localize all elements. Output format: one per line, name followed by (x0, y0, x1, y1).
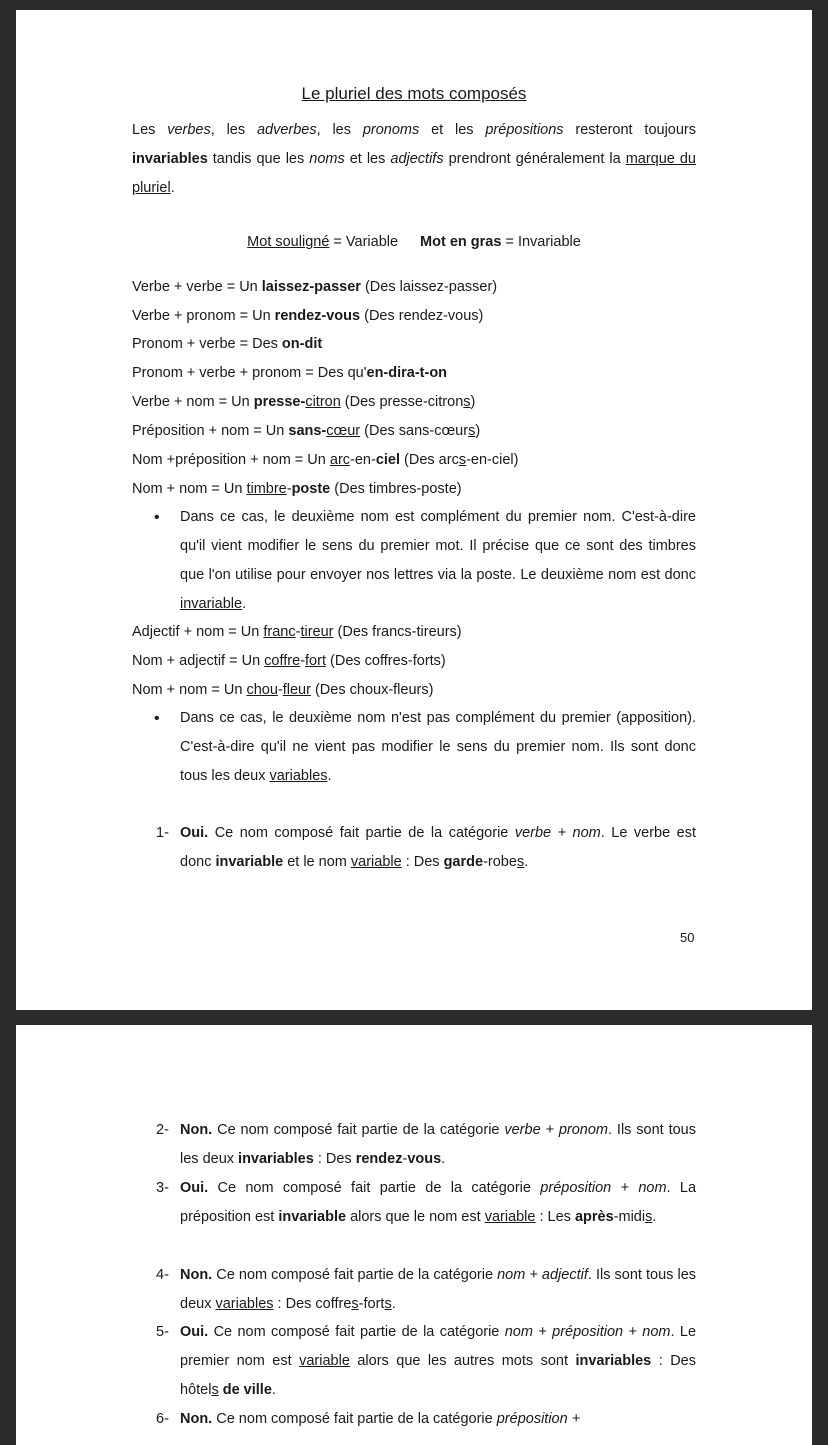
text-segment: s (468, 423, 476, 439)
text-segment: -midi (613, 1209, 646, 1225)
text-segment: sans- (288, 423, 327, 439)
text-segment: alors que le nom est (346, 1209, 485, 1225)
text-segment: - (286, 481, 292, 497)
text-segment: . La préposition est (180, 1180, 697, 1225)
text-segment: verbe + nom (514, 825, 601, 841)
text-segment: garde (443, 854, 484, 870)
text-segment: préposition + nom (540, 1180, 667, 1196)
text-segment: variable (299, 1353, 350, 1369)
text-segment: Nom +préposition + nom = Un (132, 452, 330, 468)
text-segment: (Des laissez-passer) (360, 279, 498, 295)
text-segment: s (384, 1296, 392, 1312)
text-segment: pronoms (362, 122, 420, 138)
rule-line (132, 475, 712, 504)
text-segment: prépositions (485, 122, 564, 138)
answer-number: 6- (156, 1411, 169, 1427)
text-segment: et les (344, 151, 391, 167)
text-segment: arc (329, 452, 351, 468)
text-segment: : Des (313, 1151, 356, 1167)
text-segment: nom + préposition + nom (504, 1324, 671, 1340)
rule-line (132, 618, 712, 647)
text-segment: citron (305, 394, 341, 410)
legend-bold-label: Mot en gras (420, 234, 502, 250)
text-segment: après (574, 1209, 614, 1225)
text-segment: s (458, 452, 467, 468)
text-segment: Nom + nom = Un (132, 682, 247, 698)
text-segment: Adjectif + nom = Un (132, 624, 264, 640)
text-segment: poste (291, 481, 331, 497)
text-segment: variable (484, 1209, 536, 1225)
text-segment: en-dira-t-on (366, 365, 448, 381)
text-segment: invariables (238, 1151, 314, 1167)
text-segment: Oui. (180, 825, 209, 841)
text-segment: . Le premier nom est (180, 1324, 697, 1369)
text-segment: ) (475, 423, 481, 439)
text-segment: Verbe + pronom = Un (132, 308, 275, 324)
text-segment: Ce nom composé fait partie de la catégorie (208, 1180, 541, 1196)
text-segment: adjectifs (390, 151, 444, 167)
text-segment: presse- (253, 394, 306, 410)
text-segment: rendez-vous (274, 308, 361, 324)
text-segment: s (463, 394, 471, 410)
text-segment: Non. (180, 1411, 213, 1427)
text-segment: Pronom + verbe = Des (132, 336, 282, 352)
legend-underlined-meaning: = Variable (329, 234, 399, 250)
text-segment: Pronom + verbe + pronom = Des qu' (132, 365, 367, 381)
text-segment: cœur (326, 423, 361, 439)
text-segment: (Des presse-citron (340, 394, 464, 410)
text-segment: s (645, 1209, 653, 1225)
text-segment: Ce nom composé fait partie de la catégorie (208, 825, 515, 841)
text-segment: Non. (180, 1122, 213, 1138)
text-segment: . (391, 1296, 396, 1312)
rule-line (132, 676, 712, 705)
text-segment: s (516, 854, 525, 870)
text-segment: (Des francs-tireurs) (333, 624, 462, 640)
text-segment: fort (305, 653, 326, 669)
text-segment: (Des timbres-poste) (330, 481, 462, 497)
answer-text (180, 819, 696, 877)
text-segment: , les (210, 122, 257, 138)
text-segment: Ce nom composé fait partie de la catégorie (212, 1411, 497, 1427)
text-segment: . (441, 1151, 446, 1167)
text-segment: Oui. (180, 1324, 209, 1340)
text-segment: et les (419, 122, 486, 138)
answer-item-4 (156, 1261, 696, 1319)
text-segment: tandis que les (207, 151, 310, 167)
text-segment: ) (470, 394, 476, 410)
text-segment: s (351, 1296, 359, 1312)
answer-number: 3- (156, 1180, 169, 1196)
bullet-icon: • (154, 710, 160, 727)
text-segment: -en-ciel) (466, 452, 519, 468)
document-page-2 (16, 1025, 812, 1445)
intro-paragraph (132, 116, 696, 203)
rule-line (132, 647, 712, 676)
text-segment: franc (263, 624, 296, 640)
text-segment: - (402, 1151, 408, 1167)
bullet-text: Dans ce cas, le deuxième nom n'est pas complément du premier (apposition). C'est-à-dire qu'il ne vient pas modifier le sens du premier nom. Ils sont donc tous les deux (180, 710, 696, 784)
text-segment: de ville (222, 1382, 272, 1398)
page-number: 50 (680, 930, 695, 945)
text-segment: on-dit (281, 336, 323, 352)
text-segment: noms (309, 151, 345, 167)
document-page-1 (16, 10, 812, 1010)
text-segment: Verbe + verbe = Un (132, 279, 262, 295)
text-segment: -en- (350, 452, 376, 468)
text-segment: laissez-passer (261, 279, 361, 295)
text-segment: invariables (575, 1353, 652, 1369)
bullet-end: . (327, 768, 332, 784)
answer-text (180, 1261, 696, 1319)
text-segment: vous (407, 1151, 442, 1167)
rule-line (132, 388, 712, 417)
text-segment: Nom + adjectif = Un (132, 653, 265, 669)
answer-text (180, 1405, 696, 1434)
bullet-underlined-word: variables (269, 768, 328, 784)
text-segment: - (277, 682, 283, 698)
text-segment: verbe + pronom (504, 1122, 609, 1138)
text-segment: : Des hôtel (180, 1353, 696, 1398)
text-segment: Nom + nom = Un (132, 481, 247, 497)
text-segment: . Le verbe est donc (180, 825, 696, 870)
answer-text (180, 1174, 696, 1232)
text-segment: . Ils sont tous les deux (180, 1267, 697, 1312)
text-segment: verbes (167, 122, 211, 138)
text-segment: timbre (246, 481, 287, 497)
legend (16, 234, 812, 250)
text-segment: rendez (355, 1151, 403, 1167)
text-segment: (Des rendez-vous) (360, 308, 484, 324)
rule-line (132, 446, 712, 475)
bullet-text: Dans ce cas, le deuxième nom est complément du premier nom. C'est-à-dire qu'il vient modifier le sens du premier mot. Il précise que ce sont des timbres que l'on utilise pour envoyer nos lettres via la poste. Le deuxième nom est donc (180, 509, 696, 583)
text-segment: fleur (282, 682, 311, 698)
text-segment: prendront généralement la (443, 151, 626, 167)
text-segment: adverbes (256, 122, 317, 138)
bullet-note-2 (154, 704, 696, 791)
text-segment: Verbe + nom = Un (132, 394, 254, 410)
text-segment: , les (316, 122, 363, 138)
text-segment: (Des choux-fleurs) (310, 682, 434, 698)
text-segment: (Des sans-cœur (360, 423, 469, 439)
rule-line (132, 359, 712, 388)
rule-line (132, 330, 712, 359)
text-segment: invariables (132, 151, 208, 167)
answer-text (180, 1318, 696, 1405)
document-title: Le pluriel des mots composés (301, 84, 527, 103)
bullet-underlined-word: invariable (180, 596, 243, 612)
text-segment: nom + adjectif (497, 1267, 588, 1283)
text-segment: invariable (278, 1209, 347, 1225)
text-segment: s (211, 1382, 219, 1398)
text-segment: -robe (483, 854, 517, 870)
text-segment: et le nom (283, 854, 351, 870)
rule-line (132, 302, 712, 331)
text-segment: marque du pluriel (132, 151, 696, 196)
text-segment: : Des (401, 854, 444, 870)
text-segment: : Les (535, 1209, 575, 1225)
bullet-end: . (242, 596, 247, 612)
text-segment: Les (132, 122, 168, 138)
text-segment: Ce nom composé fait partie de la catégorie (208, 1324, 505, 1340)
text-segment: Préposition + nom = Un (132, 423, 289, 439)
text-segment: Non. (180, 1267, 213, 1283)
rule-line (132, 273, 712, 302)
text-segment: Ce nom composé fait partie de la catégorie (212, 1267, 498, 1283)
text-segment: tireur (300, 624, 334, 640)
bullet-icon: • (154, 509, 160, 526)
text-segment: chou (246, 682, 278, 698)
text-segment: ciel (375, 452, 401, 468)
answer-item-3 (156, 1174, 696, 1232)
answer-number: 1- (156, 825, 169, 841)
rule-line (132, 417, 712, 446)
legend-underlined-label: Mot souligné (247, 234, 330, 250)
text-segment: . (652, 1209, 657, 1225)
text-segment: -fort (358, 1296, 385, 1312)
text-segment: - (300, 653, 306, 669)
text-segment: variable (350, 854, 402, 870)
text-segment: . (271, 1382, 276, 1398)
text-segment: coffre (264, 653, 301, 669)
text-segment: . Ils sont tous les deux (180, 1122, 696, 1167)
text-segment: . (524, 854, 529, 870)
answer-number: 2- (156, 1122, 169, 1138)
text-segment: alors que les autres mots sont (349, 1353, 576, 1369)
answer-item-1 (156, 819, 696, 877)
text-segment: resteront toujours (563, 122, 696, 138)
text-segment: variables (215, 1296, 274, 1312)
answer-item-2 (156, 1116, 696, 1174)
text-segment: Oui. (180, 1180, 209, 1196)
answer-text (180, 1116, 696, 1174)
text-segment: Ce nom composé fait partie de la catégorie (212, 1122, 505, 1138)
text-segment: . (170, 180, 175, 196)
answer-item-6 (156, 1405, 696, 1434)
text-segment: : Des coffre (273, 1296, 352, 1312)
bullet-note-1 (154, 503, 696, 619)
text-segment: (Des arc (400, 452, 459, 468)
text-segment: (Des coffres-forts) (325, 653, 446, 669)
text-segment: préposition + (496, 1411, 581, 1427)
text-segment: - (295, 624, 301, 640)
answer-number: 5- (156, 1324, 169, 1340)
text-segment: invariable (215, 854, 284, 870)
legend-bold-meaning: = Invariable (501, 234, 581, 250)
answer-number: 4- (156, 1267, 169, 1283)
answer-item-5 (156, 1318, 696, 1405)
